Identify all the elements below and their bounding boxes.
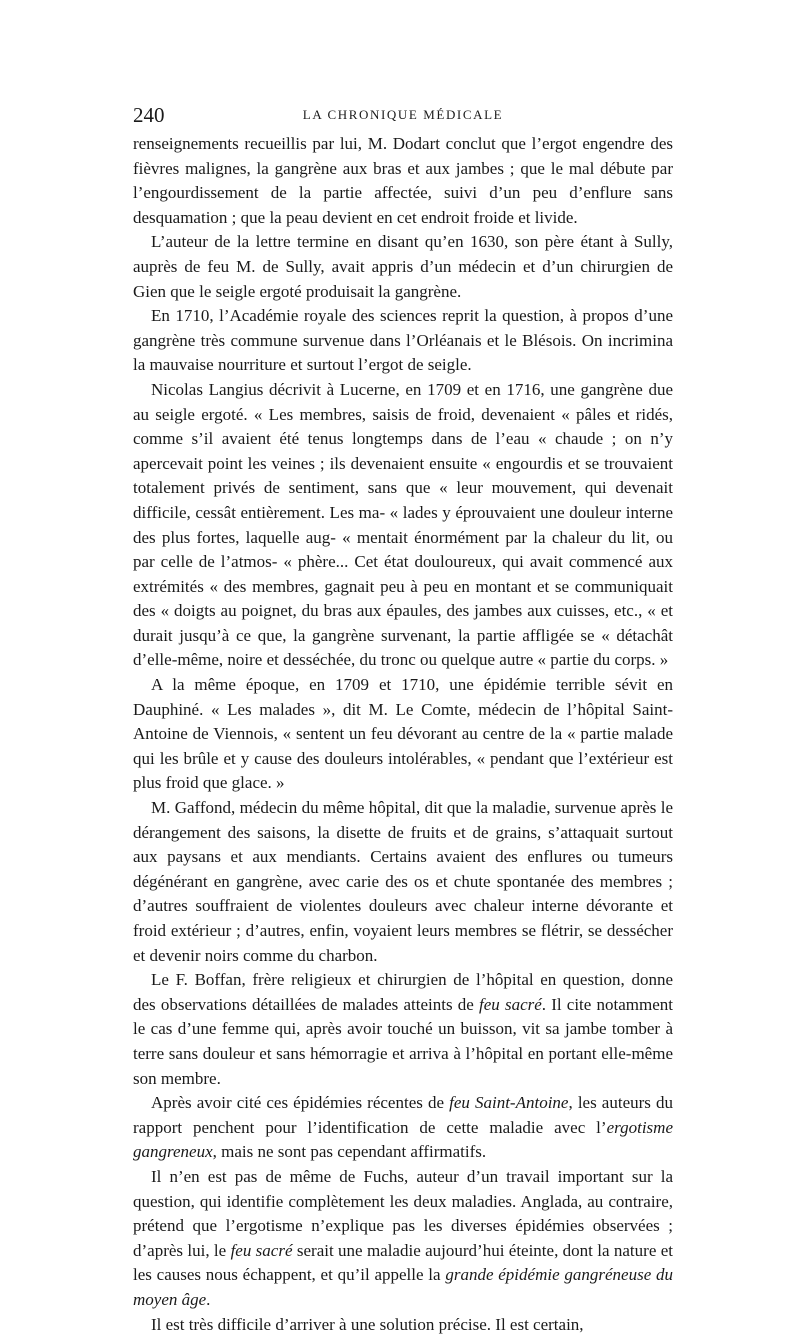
article-body [133, 132, 673, 1337]
text-run: Le F. Boffan, frère religieux et chirurgien de l’hôpital en question, donne des observations détaillées de malades atteints de [133, 970, 673, 1014]
text-run: serait une maladie aujourd’hui éteinte, dont la nature et les causes nous échappent, et qu’il appelle la [133, 1241, 673, 1285]
text-run: , mais ne sont pas cependant affirmatifs. [213, 1142, 487, 1161]
paragraph [133, 230, 673, 304]
paragraph [133, 796, 673, 968]
paragraph [133, 1165, 673, 1313]
text-run: Il est très difficile d’arriver à une solution précise. Il est certain, [151, 1315, 584, 1334]
text-run: . [206, 1290, 210, 1309]
text-run: Il n’en est pas de même de Fuchs, auteur d’un travail important sur la question, qui identifie complètement les deux maladies. Anglada, au contraire, prétend que l’ergotisme n’explique pas les diverses épidémies observées ; d’après lui, le [133, 1167, 673, 1260]
page-number: 240 [133, 100, 165, 130]
italic-text: grande épidémie gangréneuse du moyen âge [133, 1265, 673, 1309]
paragraph [133, 304, 673, 378]
paragraph [133, 968, 673, 1091]
paragraph [133, 1091, 673, 1165]
text-run: . Il cite notamment le cas d’une femme qui, après avoir touché un buisson, vit sa jambe tomber à terre sans douleur et sans hémorragie et arriva à l’hôpital en portant elle-même son membre. [133, 995, 673, 1088]
text-run: renseignements recueillis par lui, M. Dodart conclut que l’ergot engendre des fièvres malignes, la gangrène aux bras et aux jambes ; que le mal débute par l’engourdissement de la partie affectée, suivi d’un peu d’enflure sans desquamation ; que la peau devient en cet endroit froide et livide. [133, 134, 673, 227]
italic-text: ergotisme gangreneux [133, 1118, 673, 1162]
italic-text: feu Saint-Antoine [449, 1093, 568, 1112]
text-run: L’auteur de la lettre termine en disant qu’en 1630, son père étant à Sully, auprès de feu M. de Sully, avait appris d’un médecin et d’un chirurgien de Gien que le seigle ergoté produisait la gangrène. [133, 232, 673, 300]
paragraph [133, 673, 673, 796]
text-run: A la même époque, en 1709 et 1710, une épidémie terrible sévit en Dauphiné. « Les malades », dit M. Le Comte, médecin de l’hôpital Saint-Antoine de Viennois, « sentent un feu dévorant au centre de la « partie malade qui les brûle et y cause des douleurs intolérables, « pendant que l’extérieur est plus froid que glace. » [133, 675, 673, 792]
running-title: LA CHRONIQUE MÉDICALE [133, 100, 673, 130]
paragraph [133, 1313, 673, 1337]
page-header [133, 100, 673, 130]
paragraph [133, 378, 673, 673]
text-run: En 1710, l’Académie royale des sciences reprit la question, à propos d’une gangrène très commune survenue dans l’Orléanais et le Blésois. On incrimina la mauvaise nourriture et surtout l’ergot de seigle. [133, 306, 673, 374]
page [133, 100, 673, 1337]
paragraph [133, 132, 673, 230]
italic-text: feu sacré [231, 1241, 293, 1260]
text-run: Après avoir cité ces épidémies récentes de [151, 1093, 449, 1112]
text-run: Nicolas Langius décrivit à Lucerne, en 1709 et en 1716, une gangrène due au seigle ergoté. « Les membres, saisis de froid, devenaient « pâles et ridés, comme s’il avaient été tenus longtemps dans de l’eau « chaude ; on n’y apercevait point les veines ; ils devenaient ensuite « engourdis et se trouvaient totalement privés de sentiment, sans que « leur mouvement, qui devenait difficile, cessât entièrement. Les ma- « lades y éprouvaient une douleur interne des plus fortes, laquelle aug- « mentait énormément par la chaleur du lit, ou par celle de l’atmos- « phère... Cet état douloureux, qui avait commencé aux extrémités « des membres, gagnait peu à peu en montant et se communiquait des « doigts au poignet, du bras aux épaules, des jambes aux cuisses, etc., « et durait jusqu’à ce que, la gangrène survenant, la partie affligée se « détachât d’elle-même, noire et desséchée, du tronc ou quelque autre « partie du corps. » [133, 380, 673, 670]
text-run: M. Gaffond, médecin du même hôpital, dit que la maladie, survenue après le dérangement des saisons, la disette de fruits et de grains, s’attaquait surtout aux paysans et aux mendiants. Certains avaient des enflures ou tumeurs dégénérant en gangrène, avec carie des os et chute spontanée des membres ; d’autres souffraient de violentes douleurs avec chaleur interne dévorante et froid extérieur ; d’autres, enfin, voyaient leurs membres se flétrir, se dessécher et devenir noirs comme du charbon. [133, 798, 673, 965]
text-run: , les auteurs du rapport penchent pour l’identification de cette maladie avec l’ [133, 1093, 673, 1137]
italic-text: feu sacré [479, 995, 542, 1014]
